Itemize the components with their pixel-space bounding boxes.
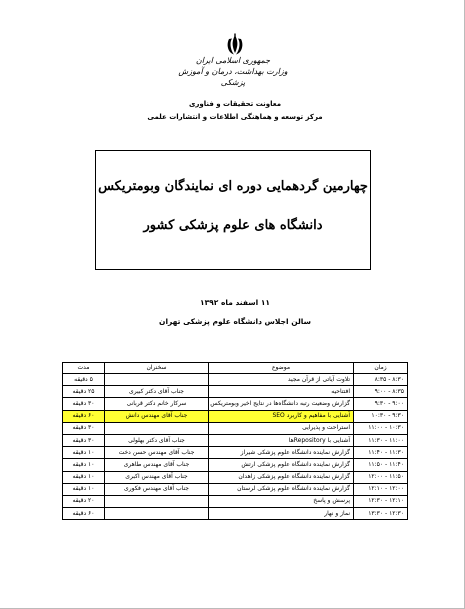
program-table-body: [63, 374, 408, 520]
event-venue: سالن اجلاس دانشگاه علوم پزشکی تهران: [159, 317, 311, 326]
row-time: ۱۱:۰۰ - ۱۰:۳۰: [354, 422, 408, 434]
deputy-heading: معاونت تحقیقات و فناوری: [188, 100, 282, 108]
row-topic: آشنایی با مفاهیم و کاربرد SEO: [209, 410, 354, 422]
header-topic: موضوع: [209, 363, 354, 374]
header-speaker: سخنران: [105, 363, 209, 374]
row-speaker: جناب آقای دکتر کبیری: [105, 386, 209, 398]
event-title: چهارمین گردهمایی دوره ای نمایندگان وبومتریکس: [98, 179, 368, 194]
row-time: ۸:۳۵ - ۸:۳۰: [354, 374, 408, 386]
program-table: [62, 362, 408, 520]
row-speaker: جناب آقای مهندس طاهری: [105, 459, 209, 471]
row-speaker: سرکار خانم دکتر قربانی: [105, 398, 209, 410]
header-duration: مدت: [63, 363, 105, 374]
row-topic: آشنایی با Repositoryها: [209, 434, 354, 446]
row-topic: افتتاحیه: [209, 386, 354, 398]
row-duration: ۳۰ دقیقه: [63, 422, 105, 434]
ministry-calligraphy-logo: [172, 55, 294, 88]
event-date: ۱۱ اسفند ماه ۱۳۹۲: [200, 298, 270, 307]
row-speaker: جناب آقای مهندس حسن دخت: [105, 447, 209, 459]
row-time: ۱۳:۳۰ - ۱۲:۳۰: [354, 508, 408, 520]
row-topic: گزارش نماینده دانشگاه علوم پزشکی ارتش: [209, 459, 354, 471]
row-speaker: جناب آقای مهندس فکوری: [105, 483, 209, 495]
row-duration: ۲۰ دقیقه: [63, 495, 105, 507]
row-speaker: جناب آقای مهندس اکبری: [105, 471, 209, 483]
row-speaker: [105, 422, 209, 434]
row-time: ۱۲:۰۰ - ۱۱:۵۰: [354, 471, 408, 483]
calligraphy-line-2: وزارت بهداشت، درمان و آموزش پزشکی: [178, 67, 288, 87]
row-time: ۱۱:۳۰ - ۱۱:۰۰: [354, 434, 408, 446]
row-time: ۱۲:۱۰ - ۱۲:۰۰: [354, 483, 408, 495]
table-row: [63, 398, 408, 410]
row-topic: گزارش نماینده دانشگاه علوم پزشکی لرستان: [209, 483, 354, 495]
row-topic: تلاوت آیاتی از قرآن مجید: [209, 374, 354, 386]
table-row: [63, 374, 408, 386]
table-row: [63, 447, 408, 459]
row-duration: ۳۰ دقیقه: [63, 398, 105, 410]
header-time: زمان: [354, 363, 408, 374]
row-topic: نماز و نهار: [209, 508, 354, 520]
row-duration: ۱۰ دقیقه: [63, 483, 105, 495]
table-row: [63, 422, 408, 434]
table-row: [63, 471, 408, 483]
row-time: ۹:۳۰ - ۹:۰۰: [354, 398, 408, 410]
row-time: ۱۱:۴۰ - ۱۱:۳۰: [354, 447, 408, 459]
row-duration: ۱۰ دقیقه: [63, 447, 105, 459]
row-duration: ۳۰ دقیقه: [63, 434, 105, 446]
row-speaker: جناب آقای مهندس دانش: [105, 410, 209, 422]
row-speaker: [105, 374, 209, 386]
row-time: ۱۱:۵۰ - ۱۱:۴۰: [354, 459, 408, 471]
table-header-row: [63, 363, 408, 374]
row-speaker: جناب آقای دکتر بهلولی: [105, 434, 209, 446]
row-duration: ۱۰ دقیقه: [63, 459, 105, 471]
calligraphy-line-1: جمهوری اسلامی ایران: [195, 56, 271, 65]
table-row: [63, 410, 408, 422]
row-duration: ۱۰ دقیقه: [63, 471, 105, 483]
row-duration: ۶۰ دقیقه: [63, 410, 105, 422]
row-time: ۹:۰۰ - ۸:۳۵: [354, 386, 408, 398]
table-row: [63, 459, 408, 471]
row-topic: استراحت و پذیرایی: [209, 422, 354, 434]
title-box: [95, 150, 371, 270]
table-row: [63, 508, 408, 520]
row-topic: گزارش نماینده دانشگاه علوم پزشکی زاهدان: [209, 471, 354, 483]
row-topic: پرسش و پاسخ: [209, 495, 354, 507]
iran-emblem-icon: [224, 33, 246, 57]
table-row: [63, 483, 408, 495]
row-time: ۱۰:۳۰ - ۹:۳۰: [354, 410, 408, 422]
row-duration: ۶۰ دقیقه: [63, 508, 105, 520]
table-row: [63, 495, 408, 507]
row-time: ۱۲:۳۰ - ۱۲:۱۰: [354, 495, 408, 507]
table-row: [63, 434, 408, 446]
center-heading: مرکز توسعه و هماهنگی اطلاعات و انتشارات علمی: [147, 113, 323, 121]
event-subtitle: دانشگاه های علوم پزشکی کشور: [143, 218, 323, 233]
table-row: [63, 386, 408, 398]
row-speaker: [105, 495, 209, 507]
row-topic: گزارش نماینده دانشگاه علوم پزشکی شیراز: [209, 447, 354, 459]
row-speaker: [105, 508, 209, 520]
row-duration: ۲۵ دقیقه: [63, 386, 105, 398]
row-duration: ۵ دقیقه: [63, 374, 105, 386]
row-topic: گزارش وضعیت رتبه دانشگاه‌ها در نتایج اخیر وبومتریکس: [209, 398, 354, 410]
